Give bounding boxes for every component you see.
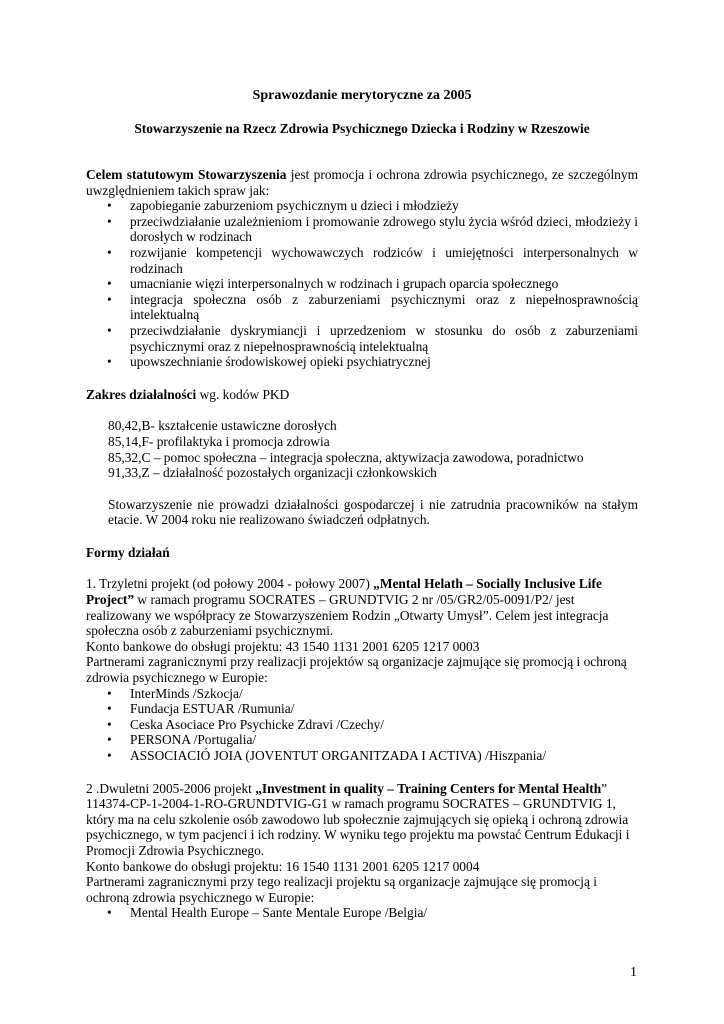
list-item: • przeciwdziałanie uzależnieniom i promowanie zdrowego stylu życia wśród dzieci, młodzieży i dorosłych w rodzinach <box>107 213 638 245</box>
project2-paragraph: 2 .Dwuletni 2005-2006 projekt „Investment in quality – Training Centers for Mental Health” 114374-CP-1-2004-1-RO-GRUNDTVIG-G1 w ramach programu SOCRATES – GRUNDTVIG 1, który ma na celu szkolenie osób zawodowo lub społecznie zajmujących się opieką i ochroną zdrowia psychicznego, w tym pacjenci i ich rodziny. W wyniku tego projektu ma powstać Centrum Edukacji i Promocji Zdrowia Psychicznego. <box>86 780 630 858</box>
list-item: • ASSOCIACIÓ JOIA (JOVENTUT ORGANITZADA I ACTIVA) /Hiszpania/ <box>107 748 547 763</box>
pkd-code: 85,32,C – pomoc społeczna – integracja społeczna, aktywizacja zawodowa, poradnictwo <box>108 449 584 465</box>
bullet-icon: • <box>107 905 112 921</box>
page-title: Sprawozdanie merytoryczne za 2005 <box>252 88 472 103</box>
goal-lead: Celem statutowym Stowarzyszenia <box>86 167 287 182</box>
list-item: • przeciwdziałanie dyskrymiancji i uprzedzeniom w stosunku do osób z zaburzeniami psychicznymi oraz z niepełnosprawnością intelektualną <box>107 322 638 354</box>
list-item: • PERSONA /Portugalia/ <box>107 732 257 748</box>
project1-name: „Mental Helath – Socially Inclusive Life Project” <box>86 576 602 608</box>
bullet-icon: • <box>107 685 112 701</box>
bullet-icon: • <box>107 213 112 229</box>
project2-name: „Investment in quality – Training Centers for Mental Health <box>255 780 602 796</box>
list-item: • Mental Health Europe – Sante Mentale Europe /Belgia/ <box>107 905 428 921</box>
goal-paragraph <box>86 167 638 198</box>
list-item: • Fundacja ESTUAR /Rumunia/ <box>107 701 295 717</box>
project1-partners <box>86 686 638 764</box>
project2-account: Konto bankowe do obsługi projektu: 16 1540 1131 2001 6205 1217 0004 <box>86 858 480 874</box>
project2-partners <box>86 905 638 921</box>
list-item: • umacnianie więzi interpersonalnych w rodzinach i grupach oparcia społecznego <box>107 276 559 292</box>
list-item: • InterMinds /Szkocja/ <box>107 685 243 701</box>
bullet-icon: • <box>107 716 112 732</box>
bullet-icon: • <box>107 748 112 763</box>
list-item: • integracja społeczna osób z zaburzeniami psychicznymi oraz z niepełnosprawnością intelektualną <box>107 291 638 323</box>
goal-list <box>86 198 638 370</box>
pkd-code: 85,14,F- profilaktyka i promocja zdrowia <box>108 433 330 449</box>
goal-lead-rest: jest promocja i ochrona zdrowia psychicznego, ze szczególnym uwzględnieniem takich spraw jak: <box>86 167 638 198</box>
bullet-icon: • <box>107 244 112 260</box>
pkd-code: 80,42,B- kształcenie ustawiczne dorosłych <box>108 418 337 434</box>
bullet-icon: • <box>107 354 112 370</box>
bullet-icon: • <box>107 276 112 292</box>
project1-paragraph: 1. Trzyletni projekt (od połowy 2004 - połowy 2007) „Mental Helath – Socially Inclusive Life Project” w ramach programu SOCRATES – GRUNDTVIG 2 nr /05/GR2/05-0091/P2/ jest realizowany we współpracy ze Stowarzyszeniem Rodzin „Otwarty Umysł”. Celem jest integracja społeczna osób z zaburzeniami psychicznymi. <box>86 576 609 639</box>
project2-partners-intro: Partnerami zagranicznymi przy tego realizacji projektu są organizacje zajmujące się promocją i ochroną zdrowia psychicznego w Europie: <box>86 874 597 905</box>
scope-lead: Zakres działalności <box>86 386 197 402</box>
document-body <box>86 167 638 921</box>
list-item: • rozwijanie kompetencji wychowawczych rodziców i umiejętności interpersonalnych w rodzinach <box>107 244 638 276</box>
scope-note: Stowarzyszenie nie prowadzi działalności gospodarczej i nie zatrudnia pracowników na stałym etacie. W 2004 roku nie realizowano świadczeń odpłatnych. <box>108 496 638 528</box>
project1-partners-intro: Partnerami zagranicznymi przy realizacji projektów są organizacje zajmujące się promocją i ochroną zdrowia psychicznego w Europie: <box>86 654 627 686</box>
bullet-icon: • <box>107 322 112 338</box>
page-subtitle: Stowarzyszenie na Rzecz Zdrowia Psychicznego Dziecka i Rodziny w Rzeszowie <box>134 121 590 136</box>
list-item: • upowszechnianie środowiskowej opieki psychiatrycznej <box>107 354 431 370</box>
project1-account: Konto bankowe do obsługi projektu: 43 1540 1131 2001 6205 1217 0003 <box>86 638 480 654</box>
forms-heading: Formy działań <box>86 544 170 560</box>
bullet-icon: • <box>107 198 112 214</box>
pkd-codes <box>86 418 638 528</box>
page-number: 1 <box>630 965 637 980</box>
bullet-icon: • <box>107 732 112 748</box>
bullet-icon: • <box>107 701 112 717</box>
bullet-icon: • <box>107 291 112 307</box>
list-item: • zapobieganie zaburzeniom psychicznym u dzieci i młodzieży <box>107 198 459 214</box>
scope-lead-rest: wg. kodów PKD <box>196 386 290 402</box>
pkd-code: 91,33,Z – działalność pozostałych organizacji członkowskich <box>108 465 437 481</box>
list-item: • Ceska Asociace Pro Psychicke Zdravi /Czechy/ <box>107 716 384 732</box>
scope-heading <box>86 387 638 403</box>
